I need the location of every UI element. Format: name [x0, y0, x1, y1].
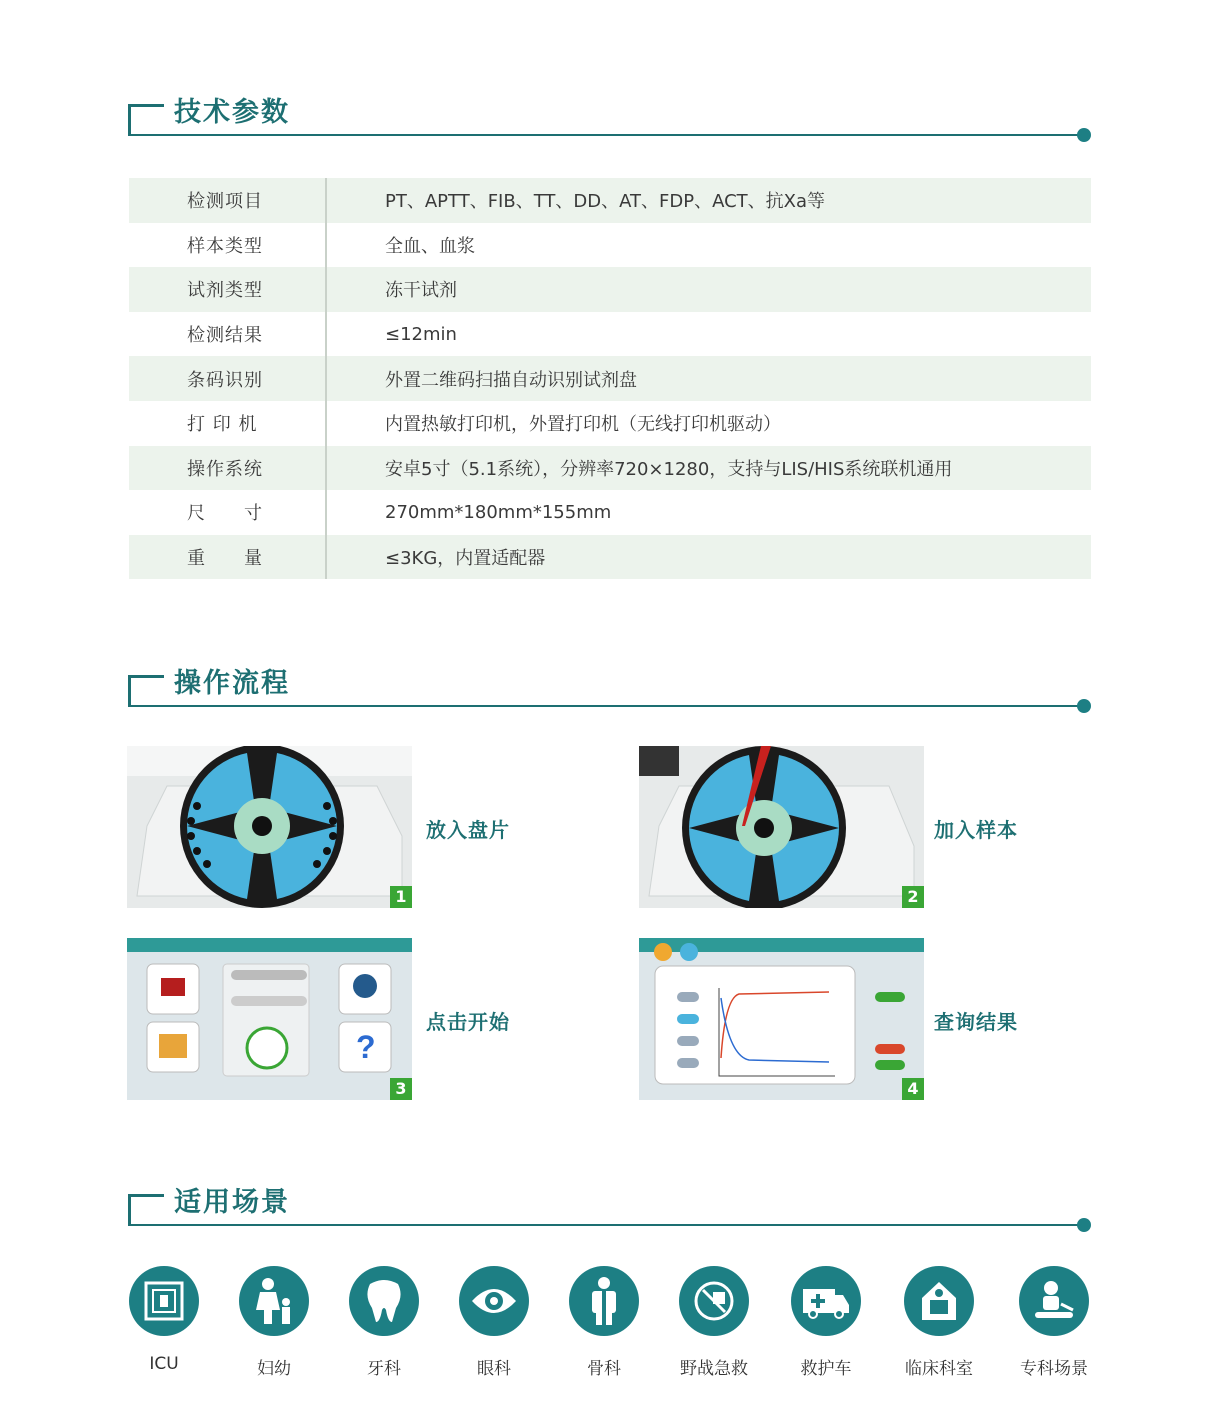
- scene-clinical-dept: [894, 1266, 984, 1379]
- header-bracket: [128, 104, 164, 134]
- spec-table: [129, 178, 1091, 579]
- step-number-badge: 1: [390, 886, 412, 908]
- spec-value: PT、APTT、FIB、TT、DD、AT、FDP、ACT、抗Xa等: [385, 191, 825, 213]
- spec-label: 尺 寸: [129, 490, 327, 535]
- clinic-icon: [904, 1266, 974, 1336]
- header-bracket: [128, 675, 164, 705]
- device-results-screen: [639, 938, 924, 1100]
- section-header-specs: [128, 96, 1091, 140]
- step-image-insert-disc: [127, 746, 412, 908]
- header-rule: [128, 705, 1083, 707]
- spec-row: [129, 401, 1091, 446]
- spec-value: 全血、血浆: [385, 235, 475, 257]
- scene-icu: [119, 1266, 209, 1374]
- step-number-badge: 4: [902, 1078, 924, 1100]
- spec-label: 检测结果: [129, 312, 327, 357]
- step-label: 放入盘片: [426, 818, 510, 842]
- scene-label: 救护车: [800, 1359, 852, 1379]
- spec-value: ≤3KG，内置适配器: [385, 548, 546, 570]
- spec-row: [129, 178, 1091, 223]
- header-rule: [128, 134, 1083, 136]
- spec-label: 样本类型: [129, 223, 327, 268]
- tooth-icon: [349, 1266, 419, 1336]
- step-image-results-screen: [639, 938, 924, 1100]
- step-image-start-screen: [127, 938, 412, 1100]
- reagent-disc-illustration: [127, 746, 412, 908]
- spec-row: [129, 312, 1091, 357]
- device-home-screen: [127, 938, 412, 1100]
- scene-ophthalmology: [449, 1266, 539, 1379]
- spec-label: 打 印 机: [129, 401, 327, 446]
- scene-label: 野战急救: [680, 1359, 748, 1379]
- spec-row: [129, 490, 1091, 535]
- step-label: 查询结果: [934, 1010, 1018, 1034]
- scene-dental: [339, 1266, 429, 1379]
- section-title: 适用场景: [174, 1187, 290, 1218]
- spec-row: [129, 535, 1091, 580]
- step-image-add-sample: [639, 746, 924, 908]
- spec-label: 试剂类型: [129, 267, 327, 312]
- spec-label: 条码识别: [129, 356, 327, 401]
- step-number-badge: 2: [902, 886, 924, 908]
- spec-value: ≤12min: [385, 323, 457, 345]
- header-dot: [1077, 699, 1091, 713]
- step-label: 加入样本: [934, 818, 1018, 842]
- header-dot: [1077, 1218, 1091, 1232]
- spec-value: 冻干试剂: [385, 280, 457, 302]
- scene-label: 骨科: [587, 1359, 621, 1379]
- scene-ambulance: [781, 1266, 871, 1379]
- section-title: 操作流程: [174, 668, 290, 699]
- section-title: 技术参数: [174, 97, 290, 128]
- spec-value: 安卓5寸（5.1系统），分辨率720×1280，支持与LIS/HIS系统联机通用: [385, 458, 953, 480]
- scene-label: ICU: [149, 1354, 179, 1374]
- eye-icon: [459, 1266, 529, 1336]
- icu-icon: [129, 1266, 199, 1336]
- spec-row: [129, 223, 1091, 268]
- sample-pipette-illustration: [639, 746, 924, 908]
- scene-label: 妇幼: [257, 1359, 291, 1379]
- skeleton-icon: [569, 1266, 639, 1336]
- section-header-scenes: [128, 1186, 1091, 1230]
- scene-specialist: [1009, 1266, 1099, 1379]
- svg-text:?: ?: [356, 1029, 376, 1065]
- scene-maternal-child: [229, 1266, 319, 1379]
- scene-orthopedics: [559, 1266, 649, 1379]
- header-rule: [128, 1224, 1083, 1226]
- spec-value: 外置二维码扫描自动识别试剂盘: [385, 369, 637, 391]
- spec-value: 270mm*180mm*155mm: [385, 501, 612, 523]
- field-rescue-icon: [679, 1266, 749, 1336]
- spec-label: 操作系统: [129, 446, 327, 491]
- spec-label: 检测项目: [129, 178, 327, 223]
- scene-label: 眼科: [477, 1359, 511, 1379]
- spec-value: 内置热敏打印机，外置打印机（无线打印机驱动）: [385, 414, 781, 436]
- mother-child-icon: [239, 1266, 309, 1336]
- spec-label: 重 量: [129, 535, 327, 580]
- specialist-icon: [1019, 1266, 1089, 1336]
- ambulance-icon: [791, 1266, 861, 1336]
- scene-field-rescue: [669, 1266, 759, 1379]
- step-label: 点击开始: [426, 1010, 510, 1034]
- section-header-process: [128, 667, 1091, 711]
- spec-row: [129, 356, 1091, 401]
- spec-row: [129, 446, 1091, 491]
- header-bracket: [128, 1194, 164, 1224]
- scene-label: 牙科: [367, 1359, 401, 1379]
- spec-row: [129, 267, 1091, 312]
- step-number-badge: 3: [390, 1078, 412, 1100]
- scene-label: 临床科室: [905, 1359, 973, 1379]
- scene-label: 专科场景: [1020, 1359, 1088, 1379]
- header-dot: [1077, 128, 1091, 142]
